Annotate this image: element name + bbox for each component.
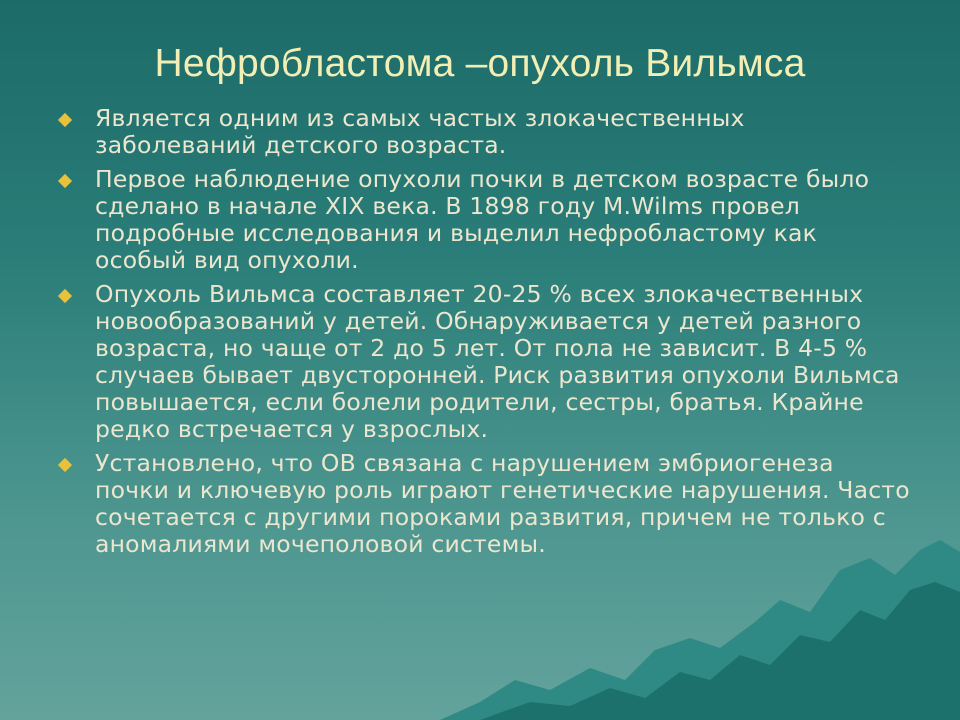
bullet-item xyxy=(60,105,910,159)
diamond-icon xyxy=(58,289,72,303)
bullet-text: Является одним из самых частых злокачественных заболеваний детского возраста. xyxy=(95,104,745,159)
bullet-item xyxy=(60,281,910,443)
bullet-text: Установлено, что ОВ связана с нарушением эмбриогенеза почки и ключевую роль играют генетические нарушения. Часто сочетается с другими пороками развития, причем не только с аномалиями мочеполовой системы. xyxy=(95,449,910,558)
diamond-icon xyxy=(58,458,72,472)
bullet-item xyxy=(60,450,910,558)
diamond-icon xyxy=(58,113,72,127)
bullet-list xyxy=(60,105,910,565)
bullet-item xyxy=(60,166,910,274)
bullet-text: Опухоль Вильмса составляет 20-25 % всех злокачественных новообразований у детей. Обнаруживается у детей разного возраста, но чаще от 2 до 5 лет. От пола не зависит. В 4-5 % случаев бывает двусторонней. Риск развития опухоли Вильмса повышается, если болели родители, сестры, братья. Крайне редко встречается у взрослых. xyxy=(95,280,900,443)
diamond-icon xyxy=(58,174,72,188)
bullet-text: Первое наблюдение опухоли почки в детском возрасте было сделано в начале XIX века. В 1898 году M.Wilms провел подробные исследования и выделил нефробластому как особый вид опухоли. xyxy=(95,165,870,274)
slide-title: Нефробластома –опухоль Вильмса xyxy=(154,42,806,85)
